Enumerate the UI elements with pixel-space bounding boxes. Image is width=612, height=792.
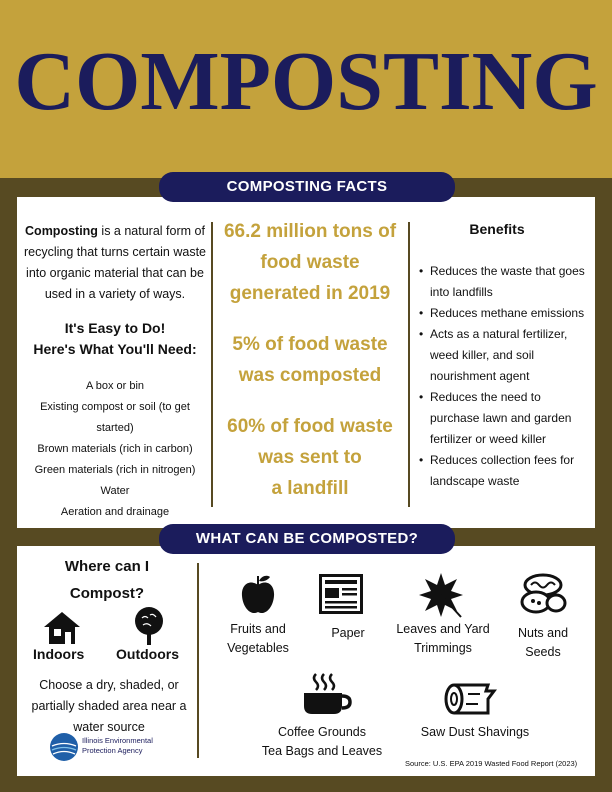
stat-composted [214,329,406,391]
fruits-label-line1: Fruits and [230,622,286,636]
coffee-label [252,723,392,761]
column-divider [211,222,213,507]
section-divider [197,563,199,758]
needs-item: A box or bin [85,380,145,392]
where-advice: Choose a dry, shaded, or partially shaded area near a water source [31,678,187,734]
leaves-label-line2: Trimmings [414,641,472,655]
stat-composted-line1: 5% of food waste [232,334,388,355]
tree-icon [133,606,165,646]
house-icon [42,610,82,646]
leaves-label-line1: Leaves and Yard [396,622,490,636]
fruits-label-line2: Vegetables [227,641,289,655]
intro-bold: Composting [25,224,98,238]
nuts-label [505,624,581,662]
benefit-item: • Reduces collection fees for landscape waste [419,450,591,492]
nuts-label-line1: Nuts and [517,626,569,640]
intro-text [22,221,208,305]
benefit-item: • Reduces the waste that goes into landfills [419,261,591,303]
agency-name [82,736,153,756]
where-heading-line1: Where can I [64,558,150,575]
stat-tons-line2: food waste [260,252,360,273]
coffee-label-line2: Tea Bags and Leaves [261,744,383,758]
stat-tons [214,216,406,309]
what-heading: WHAT CAN BE COMPOSTED? [159,524,455,554]
stat-composted-line2: was composted [238,365,382,386]
benefit-item: • Acts as a natural fertilizer, weed killer, and soil nourishment agent [419,324,591,387]
stat-landfill-line3: a landfill [271,478,349,499]
needs-item: Green materials (rich in nitrogen) [34,464,196,476]
needs-item: Aeration and drainage [60,506,170,518]
outdoors-label: Outdoors [116,646,179,662]
where-heading-line2: Compost? [69,585,145,602]
fruits-label [213,620,303,658]
easy-heading [22,318,208,360]
page-title: COMPOSTING [14,35,598,128]
column-divider [408,222,410,507]
coffee-cup-icon [300,672,352,718]
benefit-item: • Reduces the need to purchase lawn and garden fertilizer or weed killer [419,387,591,450]
indoors-label: Indoors [33,646,85,662]
facts-heading: COMPOSTING FACTS [159,172,455,202]
stat-landfill-line2: was sent to [258,447,362,468]
leaves-label [388,620,498,658]
source-citation: Source: U.S. EPA 2019 Wasted Food Report (2023) [405,759,578,768]
apple-icon [240,573,276,617]
nuts-icon [519,572,567,616]
easy-heading-line1: It's Easy to Do! [64,320,166,336]
stat-landfill-line1: 60% of food waste [227,416,393,437]
newspaper-icon [319,574,363,614]
nuts-label-line2: Seeds [525,645,561,659]
benefits-heading: Benefits [469,221,525,237]
agency-name-line1: Illinois Environmental [82,736,153,745]
benefits-list [419,261,591,492]
intro-rest: is a natural form of recycling that turns certain waste into organic material that can be used in a variety of ways. [23,224,207,301]
stat-tons-line3: generated in 2019 [229,283,391,304]
needs-item: Water [100,485,130,497]
needs-list [20,376,210,523]
benefit-item: • Reduces methane emissions [419,303,591,324]
needs-item: Brown materials (rich in carbon) [37,443,193,455]
leaf-icon [417,571,465,619]
coffee-label-line1: Coffee Grounds [277,725,367,739]
sawdust-label: Saw Dust Shavings [420,725,530,739]
paper-label: Paper [331,626,365,640]
needs-item: Existing compost or soil (to get started) [40,401,190,434]
where-heading [26,553,188,607]
agency-logo-icon [49,732,79,762]
log-icon [444,680,498,718]
easy-heading-line2: Here's What You'll Need: [33,341,197,357]
stat-tons-line1: 66.2 million tons of [223,221,397,242]
stat-landfill [214,411,406,504]
agency-name-line2: Protection Agency [82,746,143,755]
